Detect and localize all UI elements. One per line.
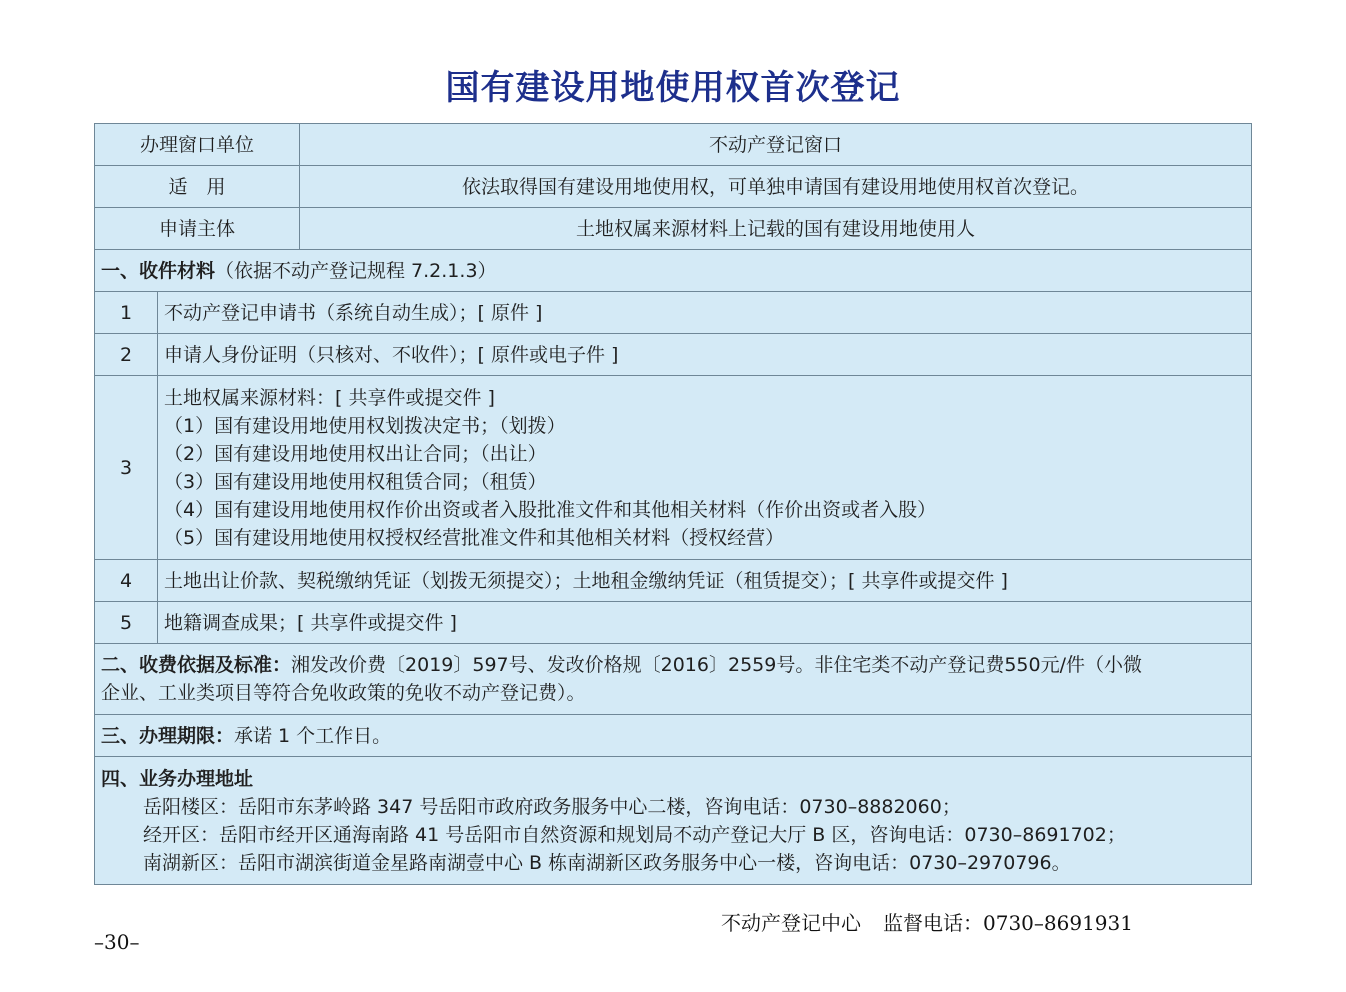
material-text xyxy=(158,560,1251,601)
apply-label: 适 用 xyxy=(95,166,300,207)
materials-heading-rest: （依据不动产登记规程 7.2.1.3） xyxy=(215,259,497,282)
table-row-apply xyxy=(95,166,1251,208)
period-heading: 三、办理期限： xyxy=(101,724,235,747)
period-text: 承诺 1 个工作日。 xyxy=(234,724,392,747)
material-text xyxy=(158,602,1251,643)
table-row-subject xyxy=(95,208,1251,250)
footer-hotline: 监督电话：0730–8691931 xyxy=(883,911,1133,935)
material-line: 土地权属来源材料：[ 共享件或提交件 ] xyxy=(164,386,495,409)
material-number: 2 xyxy=(95,334,158,375)
material-row-3 xyxy=(95,376,1251,560)
material-line: （3）国有建设用地使用权租赁合同；（租赁） xyxy=(164,470,547,493)
address-row xyxy=(95,757,1251,884)
material-line: （2）国有建设用地使用权出让合同；（出让） xyxy=(164,442,547,465)
material-text xyxy=(158,334,1251,375)
material-number: 1 xyxy=(95,292,158,333)
material-number: 3 xyxy=(95,376,158,559)
page-title: 国有建设用地使用权首次登记 xyxy=(445,68,901,108)
footer-contact xyxy=(721,907,1133,936)
window-label: 办理窗口单位 xyxy=(95,124,300,165)
fees-line-2: 企业、工业类项目等符合免收政策的免收不动产登记费）。 xyxy=(101,682,586,704)
materials-heading xyxy=(95,250,1251,291)
subject-value: 土地权属来源材料上记载的国有建设用地使用人 xyxy=(575,217,975,240)
material-row-2 xyxy=(95,334,1251,376)
address-line: 南湖新区：岳阳市湖滨街道金星路南湖壹中心 B 栋南湖新区政务服务中心一楼，咨询电话：0730–2970796。 xyxy=(143,851,1071,874)
material-line: 土地出让价款、契税缴纳凭证（划拨无须提交）；土地租金缴纳凭证（租赁提交）；[ 共享件或提交件 ] xyxy=(164,569,1008,592)
fees-line-1: 湘发改价费〔2019〕597号、发改价格规〔2016〕2559号。非住宅类不动产登记费550元/件（小微 xyxy=(291,654,1143,676)
address-heading: 四、业务办理地址 xyxy=(101,767,254,790)
materials-heading-row xyxy=(95,250,1251,292)
period-section xyxy=(95,715,1251,756)
material-line: 申请人身份证明（只核对、不收件）；[ 原件或电子件 ] xyxy=(164,343,619,366)
fees-row xyxy=(95,644,1251,715)
material-line: （4）国有建设用地使用权作价出资或者入股批准文件和其他相关材料（作价出资或者入股） xyxy=(164,498,937,521)
material-number: 4 xyxy=(95,560,158,601)
materials-heading-bold: 一、收件材料 xyxy=(101,259,216,282)
fees-section xyxy=(95,644,1251,714)
address-line: 岳阳楼区：岳阳市东茅岭路 347 号岳阳市政府政务服务中心二楼，咨询电话：0730–8882060； xyxy=(143,795,961,818)
material-row-1 xyxy=(95,292,1251,334)
registration-table xyxy=(94,123,1252,885)
material-text xyxy=(158,292,1251,333)
material-row-4 xyxy=(95,560,1251,602)
fees-heading: 二、收费依据及标准： xyxy=(101,654,292,676)
material-text xyxy=(158,376,1251,559)
table-row-window xyxy=(95,124,1251,166)
material-number: 5 xyxy=(95,602,158,643)
material-line: （1）国有建设用地使用权划拨决定书；（划拨） xyxy=(164,414,566,437)
address-line: 经开区：岳阳市经开区通海南路 41 号岳阳市自然资源和规划局不动产登记大厅 B 区，咨询电话：0730–8691702； xyxy=(143,823,1126,846)
page-number: –30– xyxy=(94,930,140,954)
period-row xyxy=(95,715,1251,757)
apply-value: 依法取得国有建设用地使用权，可单独申请国有建设用地使用权首次登记。 xyxy=(461,175,1089,198)
material-line: 不动产登记申请书（系统自动生成）；[ 原件 ] xyxy=(164,301,543,324)
material-line: （5）国有建设用地使用权授权经营批准文件和其他相关材料（授权经营） xyxy=(164,526,785,549)
material-line: 地籍调查成果；[ 共享件或提交件 ] xyxy=(164,611,457,634)
address-section xyxy=(95,757,1251,884)
material-row-5 xyxy=(95,602,1251,644)
subject-label: 申请主体 xyxy=(95,208,300,249)
window-value: 不动产登记窗口 xyxy=(708,133,842,156)
footer-center-name: 不动产登记中心 xyxy=(721,911,861,935)
